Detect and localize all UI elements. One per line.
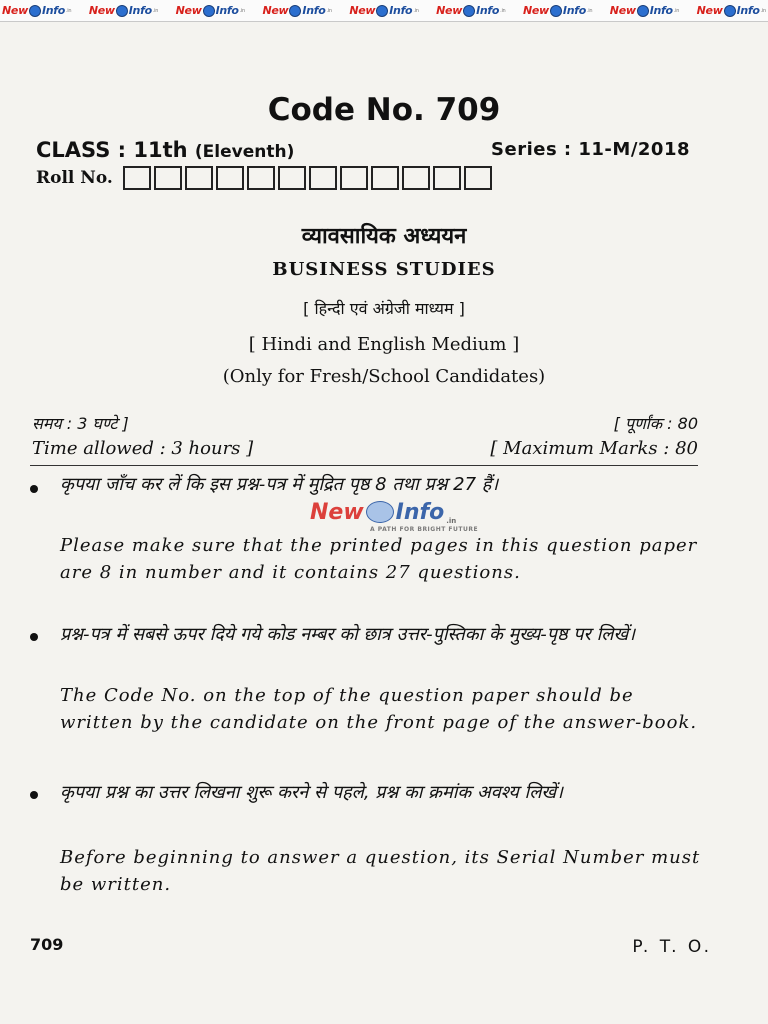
subject-title-english: BUSINESS STUDIES bbox=[272, 259, 496, 280]
banner-logo bbox=[2, 4, 71, 17]
instruction-item bbox=[30, 622, 706, 772]
roll-number-label: Roll No. bbox=[36, 168, 113, 188]
banner-info: Info bbox=[649, 4, 673, 17]
roll-number-box[interactable] bbox=[464, 166, 492, 190]
class-sublabel: (Eleventh) bbox=[194, 142, 295, 162]
instruction-hindi: कृपया प्रश्न का उत्तर लिखना शुरू करने से पहले, प्रश्न का क्रमांक अवश्य लिखें। bbox=[60, 782, 563, 803]
class-info bbox=[36, 138, 294, 162]
code-number-title: Code No. 709 bbox=[267, 92, 501, 128]
roll-number-box[interactable] bbox=[371, 166, 399, 190]
watermark-suffix: .in bbox=[446, 517, 457, 525]
roll-number-box[interactable] bbox=[340, 166, 368, 190]
globe-icon bbox=[724, 5, 736, 17]
banner-suffix: .in bbox=[586, 7, 593, 14]
banner-suffix: .in bbox=[326, 7, 332, 14]
banner-new: New bbox=[436, 4, 463, 17]
pto-label: P. T. O. bbox=[632, 937, 712, 957]
instruction-english: Please make sure that the printed pages in this question paper are 8 in number and it contains 27 questions. bbox=[60, 535, 698, 583]
time-english: Time allowed : 3 hours ] bbox=[32, 438, 254, 459]
globe-icon bbox=[637, 5, 649, 17]
instruction-item bbox=[30, 780, 706, 900]
globe-icon bbox=[550, 5, 562, 17]
banner-logo bbox=[89, 4, 158, 17]
banner-suffix: .in bbox=[673, 7, 680, 14]
banner-new: New bbox=[262, 4, 289, 17]
roll-number-row bbox=[36, 166, 495, 190]
banner-logo bbox=[262, 4, 331, 17]
globe-icon bbox=[376, 5, 388, 17]
candidates-note: (Only for Fresh/School Candidates) bbox=[222, 366, 546, 387]
banner-new: New bbox=[609, 4, 636, 17]
watermark-info: Info bbox=[395, 500, 445, 525]
watermark-tagline: A PATH FOR BRIGHT FUTURE bbox=[370, 526, 479, 533]
roll-number-box[interactable] bbox=[402, 166, 430, 190]
instruction-english: The Code No. on the top of the question paper should be written by the candidate on the front page of the answer-book. bbox=[60, 685, 698, 733]
globe-icon bbox=[366, 501, 394, 523]
banner-suffix: .in bbox=[239, 7, 245, 14]
banner-suffix: .in bbox=[500, 7, 506, 14]
banner-info: Info bbox=[128, 4, 152, 17]
globe-icon bbox=[116, 5, 128, 17]
marks-hindi: [ पूर्णांक : 80 bbox=[613, 414, 698, 433]
globe-icon bbox=[463, 5, 475, 17]
footer-code: 709 bbox=[30, 935, 64, 954]
time-hindi: समय : 3 घण्टे ] bbox=[32, 414, 129, 433]
banner-info: Info bbox=[476, 4, 500, 17]
banner-info: Info bbox=[215, 4, 239, 17]
banner-info: Info bbox=[302, 4, 326, 17]
marks-english: [ Maximum Marks : 80 bbox=[490, 438, 698, 459]
roll-number-box[interactable] bbox=[278, 166, 306, 190]
banner-logo bbox=[610, 4, 679, 17]
banner-info: Info bbox=[562, 4, 586, 17]
globe-icon bbox=[289, 5, 301, 17]
banner-new: New bbox=[522, 4, 549, 17]
series-info: Series : 11-M/2018 bbox=[491, 139, 690, 160]
roll-number-box[interactable] bbox=[154, 166, 182, 190]
banner-info: Info bbox=[41, 4, 66, 17]
globe-icon bbox=[29, 5, 41, 17]
medium-hindi: [ हिन्दी एवं अंग्रेजी माध्यम ] bbox=[303, 299, 465, 318]
banner-logo bbox=[436, 4, 505, 17]
banner-suffix: .in bbox=[152, 7, 159, 14]
watermark-new: New bbox=[310, 500, 364, 525]
banner-logo bbox=[349, 4, 418, 17]
instruction-hindi: प्रश्न-पत्र में सबसे ऊपर दिये गये कोड नम्बर को छात्र उत्तर-पुस्तिका के मुख्य-पृष्ठ पर लिखें। bbox=[60, 624, 636, 645]
medium-english: [ Hindi and English Medium ] bbox=[248, 334, 520, 355]
banner-suffix: .in bbox=[413, 7, 419, 14]
globe-icon bbox=[203, 5, 215, 17]
roll-number-boxes bbox=[123, 166, 495, 190]
banner-new: New bbox=[175, 4, 202, 17]
banner-new: New bbox=[696, 4, 723, 17]
banner-new: New bbox=[2, 4, 28, 17]
subject-title-hindi: व्यावसायिक अध्ययन bbox=[301, 224, 467, 249]
banner-info: Info bbox=[389, 4, 413, 17]
time-marks-english-row bbox=[32, 438, 698, 459]
instruction-item bbox=[30, 472, 706, 612]
bullet-icon bbox=[30, 791, 38, 799]
banner-logo bbox=[523, 4, 592, 17]
banner-logo bbox=[176, 4, 245, 17]
roll-number-box[interactable] bbox=[247, 166, 275, 190]
banner-new: New bbox=[88, 4, 115, 17]
roll-number-box[interactable] bbox=[216, 166, 244, 190]
roll-number-box[interactable] bbox=[309, 166, 337, 190]
banner-suffix: .in bbox=[760, 7, 766, 14]
bullet-icon bbox=[30, 633, 38, 641]
banner-info: Info bbox=[736, 4, 760, 17]
bullet-icon bbox=[30, 485, 38, 493]
time-marks-hindi-row bbox=[32, 412, 698, 434]
divider bbox=[30, 465, 698, 466]
banner-logo bbox=[697, 4, 766, 17]
roll-number-box[interactable] bbox=[123, 166, 151, 190]
watermark-logo bbox=[310, 500, 479, 533]
instruction-hindi: कृपया जाँच कर लें कि इस प्रश्न-पत्र में मुद्रित पृष्ठ 8 तथा प्रश्न 27 हैं। bbox=[60, 474, 499, 495]
instruction-english: Before beginning to answer a question, its Serial Number must be written. bbox=[60, 847, 701, 895]
banner-new: New bbox=[349, 4, 376, 17]
watermark-banner bbox=[0, 0, 768, 22]
roll-number-box[interactable] bbox=[433, 166, 461, 190]
class-label: CLASS : 11th bbox=[36, 138, 188, 162]
banner-suffix: .in bbox=[66, 7, 72, 14]
roll-number-box[interactable] bbox=[185, 166, 213, 190]
